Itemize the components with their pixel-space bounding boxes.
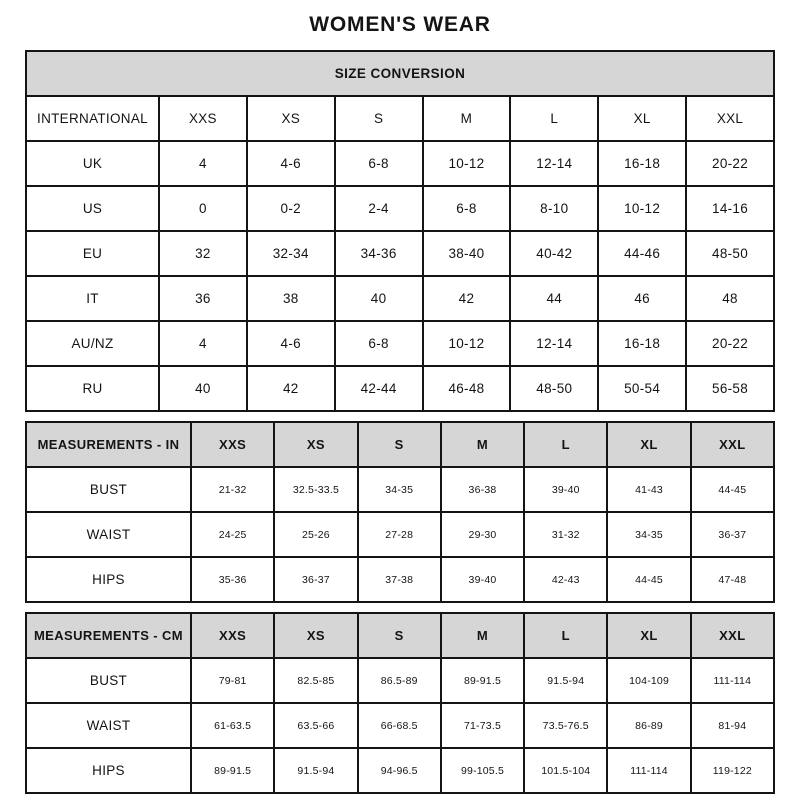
measurements-in-table <box>25 421 775 603</box>
column-header: XL <box>598 96 686 141</box>
column-header: XS <box>274 422 357 467</box>
table-cell: 37-38 <box>358 557 441 602</box>
table-cell: 21-32 <box>191 467 274 512</box>
table-cell: 46-48 <box>423 366 511 411</box>
table-cell: 8-10 <box>510 186 598 231</box>
table-row <box>26 321 774 366</box>
table-cell: 42-44 <box>335 366 423 411</box>
table-cell: 0 <box>159 186 247 231</box>
column-header: XXL <box>691 613 774 658</box>
row-label: HIPS <box>26 748 191 793</box>
table-cell: 79-81 <box>191 658 274 703</box>
table-cell: 10-12 <box>598 186 686 231</box>
table-cell: 36-38 <box>441 467 524 512</box>
table-cell: 111-114 <box>607 748 690 793</box>
column-header: XXS <box>191 613 274 658</box>
table-row <box>26 366 774 411</box>
header-row <box>26 422 774 467</box>
table-cell: 42-43 <box>524 557 607 602</box>
column-header: S <box>358 613 441 658</box>
table-cell: 48-50 <box>686 231 774 276</box>
table-cell: 38-40 <box>423 231 511 276</box>
row-label: WAIST <box>26 703 191 748</box>
table-cell: 10-12 <box>423 321 511 366</box>
table-cell: 34-36 <box>335 231 423 276</box>
table-cell: 12-14 <box>510 321 598 366</box>
page-title: WOMEN'S WEAR <box>309 13 491 36</box>
measurements-cm-table <box>25 612 775 794</box>
table-row <box>26 557 774 602</box>
table-cell: 34-35 <box>607 512 690 557</box>
row-label: BUST <box>26 658 191 703</box>
table-cell: 6-8 <box>335 321 423 366</box>
column-header: L <box>524 613 607 658</box>
table-cell: 16-18 <box>598 321 686 366</box>
table-cell: 16-18 <box>598 141 686 186</box>
table-cell: 27-28 <box>358 512 441 557</box>
table-cell: 89-91.5 <box>441 658 524 703</box>
table-cell: 56-58 <box>686 366 774 411</box>
table-cell: 94-96.5 <box>358 748 441 793</box>
table-cell: 81-94 <box>691 703 774 748</box>
table-title-row <box>26 51 774 96</box>
table-cell: 66-68.5 <box>358 703 441 748</box>
header-row <box>26 613 774 658</box>
table-row <box>26 512 774 557</box>
header-row <box>26 96 774 141</box>
table-cell: 119-122 <box>691 748 774 793</box>
column-header: INTERNATIONAL <box>26 96 159 141</box>
table-cell: 86.5-89 <box>358 658 441 703</box>
table-cell: 36-37 <box>274 557 357 602</box>
table-cell: 44 <box>510 276 598 321</box>
table-cell: 40-42 <box>510 231 598 276</box>
table-cell: 82.5-85 <box>274 658 357 703</box>
table-cell: 91.5-94 <box>524 658 607 703</box>
column-header: XXL <box>686 96 774 141</box>
table-cell: 61-63.5 <box>191 703 274 748</box>
table-cell: 48 <box>686 276 774 321</box>
table-cell: 6-8 <box>335 141 423 186</box>
table-cell: 4-6 <box>247 141 335 186</box>
row-label: BUST <box>26 467 191 512</box>
row-label: HIPS <box>26 557 191 602</box>
table-cell: 89-91.5 <box>191 748 274 793</box>
column-header: XXS <box>191 422 274 467</box>
table-cell: 2-4 <box>335 186 423 231</box>
table-title: SIZE CONVERSION <box>26 51 774 96</box>
table-cell: 20-22 <box>686 321 774 366</box>
table-cell: 24-25 <box>191 512 274 557</box>
row-label: US <box>26 186 159 231</box>
table-title: MEASUREMENTS - CM <box>26 613 191 658</box>
table-row <box>26 141 774 186</box>
table-cell: 44-46 <box>598 231 686 276</box>
table-row <box>26 658 774 703</box>
table-cell: 46 <box>598 276 686 321</box>
table-cell: 101.5-104 <box>524 748 607 793</box>
table-cell: 41-43 <box>607 467 690 512</box>
table-cell: 63.5-66 <box>274 703 357 748</box>
table-cell: 39-40 <box>524 467 607 512</box>
table-cell: 10-12 <box>423 141 511 186</box>
table-cell: 0-2 <box>247 186 335 231</box>
table-cell: 91.5-94 <box>274 748 357 793</box>
row-label: IT <box>26 276 159 321</box>
table-cell: 50-54 <box>598 366 686 411</box>
table-cell: 4 <box>159 141 247 186</box>
table-cell: 42 <box>247 366 335 411</box>
table-cell: 14-16 <box>686 186 774 231</box>
table-cell: 32.5-33.5 <box>274 467 357 512</box>
column-header: XL <box>607 422 690 467</box>
table-cell: 71-73.5 <box>441 703 524 748</box>
table-cell: 36-37 <box>691 512 774 557</box>
table-row <box>26 748 774 793</box>
row-label: EU <box>26 231 159 276</box>
table-cell: 12-14 <box>510 141 598 186</box>
column-header: XS <box>247 96 335 141</box>
table-row <box>26 703 774 748</box>
table-row <box>26 186 774 231</box>
table-cell: 104-109 <box>607 658 690 703</box>
table-cell: 29-30 <box>441 512 524 557</box>
table-cell: 38 <box>247 276 335 321</box>
row-label: UK <box>26 141 159 186</box>
column-header: XS <box>274 613 357 658</box>
table-title: MEASUREMENTS - IN <box>26 422 191 467</box>
table-cell: 44-45 <box>607 557 690 602</box>
table-cell: 32-34 <box>247 231 335 276</box>
table-cell: 35-36 <box>191 557 274 602</box>
row-label: AU/NZ <box>26 321 159 366</box>
table-cell: 111-114 <box>691 658 774 703</box>
table-row <box>26 467 774 512</box>
row-label: WAIST <box>26 512 191 557</box>
table-row <box>26 276 774 321</box>
table-cell: 73.5-76.5 <box>524 703 607 748</box>
table-cell: 4-6 <box>247 321 335 366</box>
column-header: XXL <box>691 422 774 467</box>
table-cell: 40 <box>159 366 247 411</box>
table-cell: 25-26 <box>274 512 357 557</box>
table-cell: 34-35 <box>358 467 441 512</box>
column-header: XXS <box>159 96 247 141</box>
table-cell: 32 <box>159 231 247 276</box>
column-header: S <box>335 96 423 141</box>
table-cell: 40 <box>335 276 423 321</box>
table-cell: 4 <box>159 321 247 366</box>
table-cell: 36 <box>159 276 247 321</box>
table-cell: 20-22 <box>686 141 774 186</box>
table-cell: 48-50 <box>510 366 598 411</box>
table-cell: 44-45 <box>691 467 774 512</box>
column-header: M <box>423 96 511 141</box>
table-cell: 39-40 <box>441 557 524 602</box>
table-cell: 99-105.5 <box>441 748 524 793</box>
column-header: XL <box>607 613 690 658</box>
size-conversion-table <box>25 50 775 412</box>
table-row <box>26 231 774 276</box>
column-header: L <box>510 96 598 141</box>
table-cell: 6-8 <box>423 186 511 231</box>
column-header: S <box>358 422 441 467</box>
table-cell: 42 <box>423 276 511 321</box>
column-header: M <box>441 422 524 467</box>
row-label: RU <box>26 366 159 411</box>
column-header: L <box>524 422 607 467</box>
table-cell: 86-89 <box>607 703 690 748</box>
table-cell: 31-32 <box>524 512 607 557</box>
table-cell: 47-48 <box>691 557 774 602</box>
column-header: M <box>441 613 524 658</box>
